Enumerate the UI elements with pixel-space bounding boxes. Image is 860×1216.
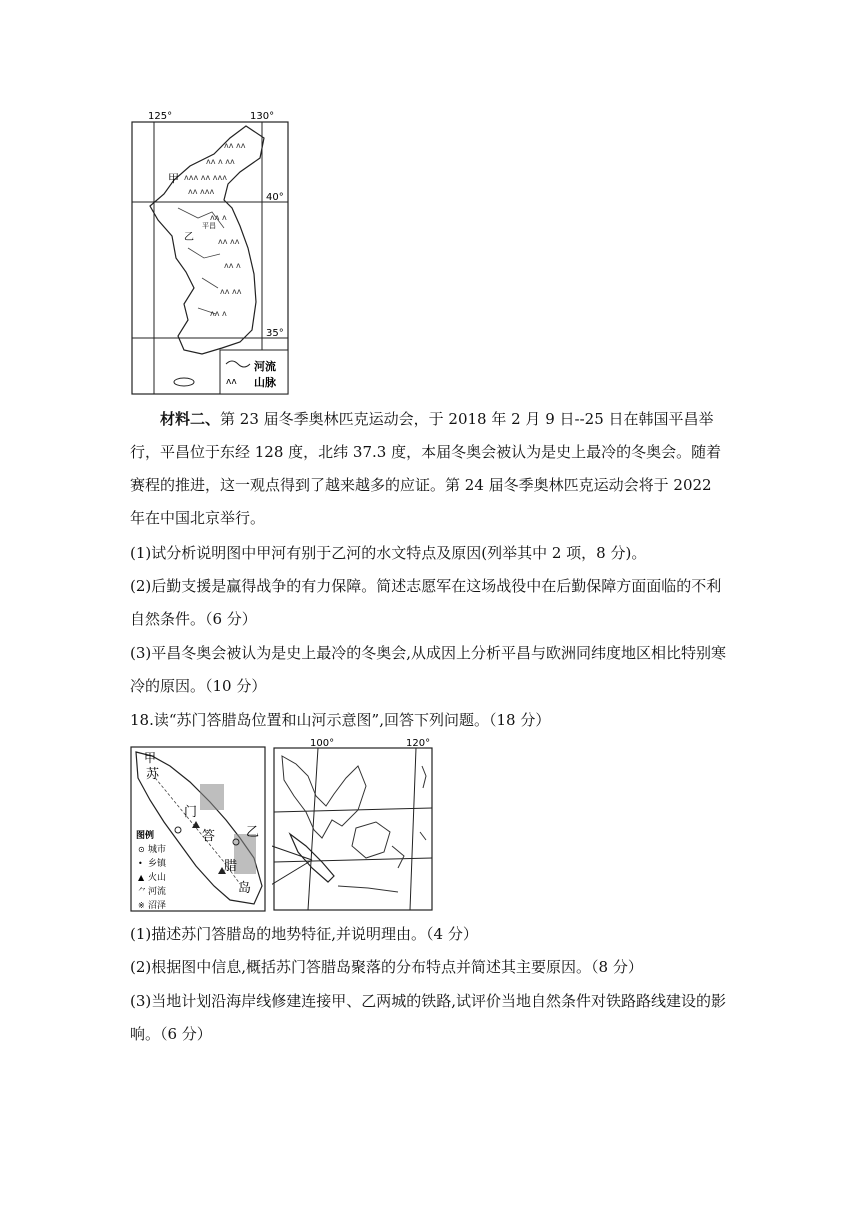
svg-text:ᴧᴧ ᴧᴧ: ᴧᴧ ᴧᴧ: [224, 141, 246, 150]
svg-text:▲: ▲: [138, 873, 145, 882]
svg-text:⊙: ⊙: [138, 845, 145, 854]
svg-text:※: ※: [138, 901, 145, 910]
legend-title: 图例: [136, 831, 155, 841]
q17-1: (1)试分析说明图中甲河有别于乙河的水文特点及原因(列举其中 2 项，8 分)。: [130, 544, 647, 562]
island-label-men: 门: [184, 805, 198, 820]
place-label-yi: 乙: [246, 825, 260, 840]
svg-text:ᴧᴧ ᴧ ᴧᴧ: ᴧᴧ ᴧ ᴧᴧ: [206, 157, 235, 166]
svg-text:⺈: ⺈: [138, 887, 146, 896]
svg-text:•: •: [138, 859, 143, 868]
q17-2: (2)后勤支援是赢得战争的有力保障。简述志愿军在这场战役中在后勤保障方面面临的不利自然条件。（6 分）: [130, 577, 722, 628]
svg-text:ᴧᴧ ᴧ: ᴧᴧ ᴧ: [210, 309, 227, 318]
q17-3: (3)平昌冬奥会被认为是史上最冷的冬奥会,从成因上分析平昌与欧洲同纬度地区相比特别寒冷的原因。（10 分）: [130, 644, 727, 695]
island-label-su: 苏: [146, 767, 160, 782]
southeast-asia-map: [272, 736, 434, 912]
q18-1: (1)描述苏门答腊岛的地势特征,并说明理由。（4 分）: [130, 925, 478, 943]
korea-map: [128, 108, 292, 396]
lon-label: 125°: [148, 111, 173, 122]
legend-city: 城市: [148, 845, 167, 855]
legend-river: 河流: [254, 360, 276, 373]
svg-text:ᴧᴧ ᴧ: ᴧᴧ ᴧ: [210, 213, 227, 222]
svg-text:ᴧᴧ ᴧᴧᴧ: ᴧᴧ ᴧᴧᴧ: [188, 187, 215, 196]
legend-river: 河流: [148, 887, 167, 897]
lon-label: 100°: [310, 738, 335, 749]
sumatra-map: [130, 746, 266, 912]
svg-text:ᴧᴧ ᴧᴧ: ᴧᴧ ᴧᴧ: [220, 287, 242, 296]
material2-paragraph: [130, 403, 730, 535]
q18-2: (2)根据图中信息,概括苏门答腊岛聚落的分布特点并简述其主要原因。（8 分）: [130, 958, 643, 976]
legend-town: 乡镇: [148, 859, 167, 869]
mainland-coast: [282, 756, 366, 838]
lat-label: 40°: [266, 192, 284, 203]
legend-mountain: 山脉: [254, 376, 276, 389]
lon-label: 120°: [406, 738, 431, 749]
legend-volcano: 火山: [148, 873, 167, 883]
place-label-pyeongchang: 平昌: [202, 222, 216, 230]
jeju-island: [174, 378, 194, 386]
place-label-jia: 甲: [168, 172, 179, 185]
island-label-la: 腊: [224, 859, 238, 874]
place-label-jia: 甲: [144, 751, 157, 765]
svg-text:ᴧᴧ ᴧᴧ: ᴧᴧ ᴧᴧ: [218, 237, 240, 246]
lon-label: 130°: [250, 111, 275, 122]
material2-text: 第 23 届冬季奥林匹克运动会，于 2018 年 2 月 9 日--25 日在韩国平昌举行，平昌位于东经 128 度，北纬 37.3 度，本届冬奥会被认为是史上最冷的冬奥会。随着赛程的推进，这一观点得到了越来越多的应证。第 24 届冬季奥林匹克运动会将于 2022 年在中国北京举行。: [130, 410, 722, 527]
q18-3: (3)当地计划沿海岸线修建连接甲、乙两城的铁路,试评价当地自然条件对铁路路线建设的影响。（6 分）: [130, 992, 727, 1043]
lat-label: 35°: [266, 328, 284, 339]
borneo-shape: [352, 822, 390, 858]
island-label-dao: 岛: [238, 881, 252, 896]
q18-stem: 18.读“苏门答腊岛位置和山河示意图”,回答下列问题。（18 分）: [130, 711, 551, 729]
island-label-da: 答: [202, 829, 216, 844]
material2-heading: 材料二、: [160, 410, 221, 428]
place-label-yi: 乙: [184, 232, 194, 243]
svg-text:ᴧᴧ ᴧ: ᴧᴧ ᴧ: [224, 261, 241, 270]
svg-text:ᴧᴧᴧ ᴧᴧ ᴧᴧᴧ: ᴧᴧᴧ ᴧᴧ ᴧᴧᴧ: [184, 173, 227, 182]
legend-swamp: 沼泽: [148, 901, 167, 911]
svg-text:ᴧᴧ: ᴧᴧ: [226, 377, 237, 387]
